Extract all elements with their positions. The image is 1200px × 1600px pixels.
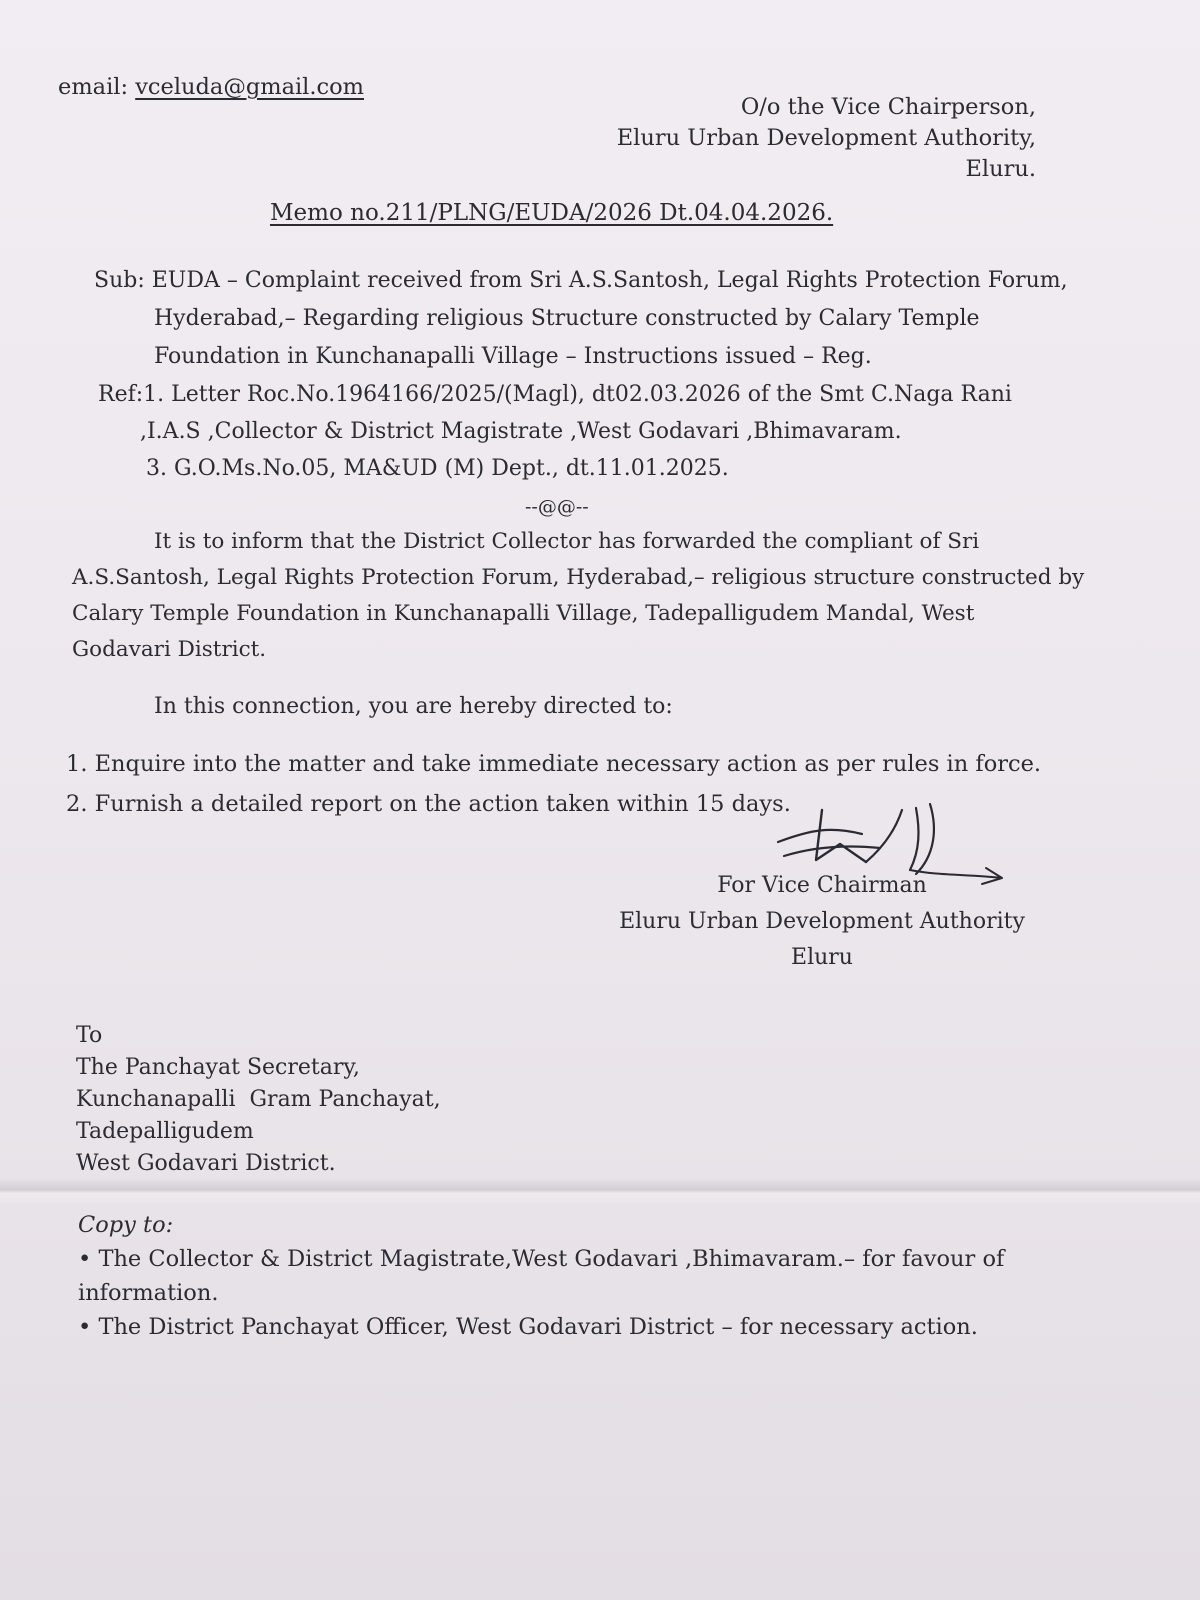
copy-to-item <box>78 1242 1004 1276</box>
subject-line: EUDA – Complaint received from Sri A.S.Santosh, Legal Rights Protection Forum, <box>151 268 1068 293</box>
email-line <box>58 70 364 104</box>
subject-block <box>94 262 1068 376</box>
copy-to-text: The District Panchayat Officer, West Godavari District – for necessary action. <box>98 1314 978 1340</box>
directive-intro: In this connection, you are hereby directed to: <box>154 694 673 719</box>
copy-to-block <box>78 1208 1004 1344</box>
signatory-line: For Vice Chairman <box>717 873 927 898</box>
memo-title: Memo no.211/PLNG/EUDA/2026 Dt.04.04.2026. <box>270 200 834 226</box>
separator: --@@-- <box>525 496 589 518</box>
reference-line: 3. G.O.Ms.No.05, MA&UD (M) Dept., dt.11.01.2025. <box>146 456 729 481</box>
signatory-block <box>600 868 1044 976</box>
subject-line: Foundation in Kunchanapalli Village – Instructions issued – Reg. <box>154 344 872 369</box>
paper-fold <box>0 1178 1200 1204</box>
office-line: Eluru Urban Development Authority, <box>616 125 1036 151</box>
subject-label: Sub: <box>94 268 145 293</box>
copy-to-text: information. <box>78 1280 219 1306</box>
references-label: Ref: <box>98 382 144 407</box>
recipient-line: Kunchanapalli Gram Panchayat, <box>76 1087 441 1112</box>
recipient-line: Tadepalligudem <box>76 1119 254 1144</box>
paragraph-line: A.S.Santosh, Legal Rights Protection Forum, Hyderabad,– religious structure constructed by <box>72 565 1085 590</box>
copy-to-text: The Collector & District Magistrate,West Godavari ,Bhimavaram.– for favour of <box>98 1246 1005 1272</box>
office-address <box>617 92 1036 185</box>
directive-item: 1. Enquire into the matter and take immediate necessary action as per rules in force. <box>66 751 1042 777</box>
signatory-line: Eluru <box>791 945 853 970</box>
copy-to-item <box>78 1310 1004 1344</box>
email-label: email: <box>58 74 129 100</box>
directive-item: 2. Furnish a detailed report on the action taken within 15 days. <box>66 791 791 817</box>
subject-line: Hyderabad,– Regarding religious Structure constructed by Calary Temple <box>154 306 980 331</box>
paragraph-line: Godavari District. <box>72 637 267 662</box>
office-line: Eluru. <box>965 156 1036 182</box>
recipient-label: To <box>76 1023 103 1048</box>
recipient-block <box>76 1020 441 1180</box>
bullet-icon: • <box>78 1246 92 1272</box>
reference-line: ,I.A.S ,Collector & District Magistrate ,West Godavari ,Bhimavaram. <box>140 419 902 444</box>
paragraph-line: Calary Temple Foundation in Kunchanapalli Village, Tadepalligudem Mandal, West <box>72 601 975 626</box>
signatory-line: Eluru Urban Development Authority <box>619 909 1025 934</box>
recipient-line: The Panchayat Secretary, <box>76 1055 360 1080</box>
body-paragraph <box>72 524 1084 668</box>
references-block <box>98 376 1012 487</box>
office-line: O/o the Vice Chairperson, <box>740 94 1036 120</box>
email-address: vceluda@gmail.com <box>135 74 365 100</box>
paragraph-line: It is to inform that the District Collector has forwarded the compliant of Sri <box>154 529 980 554</box>
recipient-line: West Godavari District. <box>76 1151 336 1176</box>
copy-to-label: Copy to: <box>78 1212 174 1238</box>
bullet-icon: • <box>78 1314 92 1340</box>
reference-line: 1. Letter Roc.No.1964166/2025/(Magl), dt02.03.2026 of the Smt C.Naga Rani <box>143 382 1012 407</box>
